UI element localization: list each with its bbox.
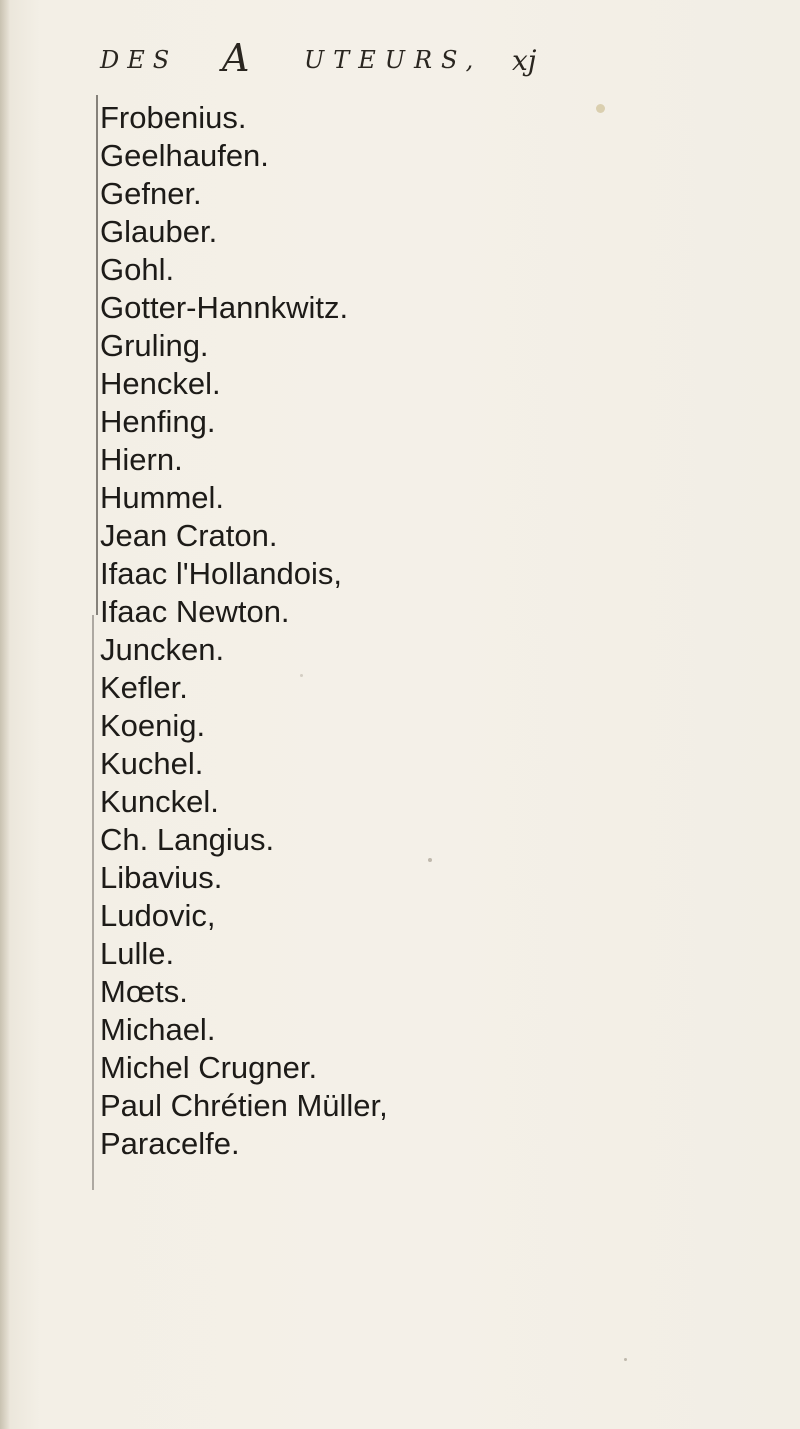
list-item: Henfing.: [100, 404, 216, 439]
list-item: Gruling.: [100, 328, 209, 363]
list-item: Ch. Langius.: [100, 822, 275, 857]
list-item: Jean Craton.: [100, 518, 278, 553]
list-item: Ifaac Newton.: [100, 594, 290, 629]
list-item: Frobenius.: [100, 100, 247, 135]
list-item: Ifaac l'Hollandois,: [100, 556, 342, 591]
list-item: Kefler.: [100, 670, 188, 705]
list-item: Henckel.: [100, 366, 221, 401]
list-item: Koenig.: [100, 708, 206, 743]
list-item: Libavius.: [100, 860, 223, 895]
list-item: Paracelfe.: [100, 1126, 240, 1161]
list-item: Gotter-Hannkwitz.: [100, 290, 349, 325]
list-item: Michel Crugner.: [100, 1050, 318, 1085]
header-auteurs-rest: UTEURS,: [304, 46, 483, 74]
list-item: Kunckel.: [100, 784, 219, 819]
list-item: Mœts.: [100, 974, 188, 1009]
list-item: Hummel.: [100, 480, 225, 515]
list-item: Hiern.: [100, 442, 183, 477]
list-item: Geelhaufen.: [100, 138, 269, 173]
paper-speck: [428, 858, 432, 862]
list-item: Juncken.: [100, 632, 225, 667]
list-item: Gohl.: [100, 252, 175, 287]
header-des: DES: [100, 46, 178, 74]
paper-speck: [300, 674, 303, 677]
list-item: Lulle.: [100, 936, 175, 971]
page-number: xj: [512, 44, 537, 77]
header-auteurs-initial: A: [222, 36, 254, 80]
paper-speck: [624, 1358, 627, 1361]
list-item: Gefner.: [100, 176, 202, 211]
paper-speck: [596, 104, 605, 113]
list-item: Kuchel.: [100, 746, 204, 781]
list-item: Glauber.: [100, 214, 218, 249]
list-item: Ludovic,: [100, 898, 216, 933]
list-item: Paul Chrétien Müller,: [100, 1088, 388, 1123]
list-item: Michael.: [100, 1012, 216, 1047]
